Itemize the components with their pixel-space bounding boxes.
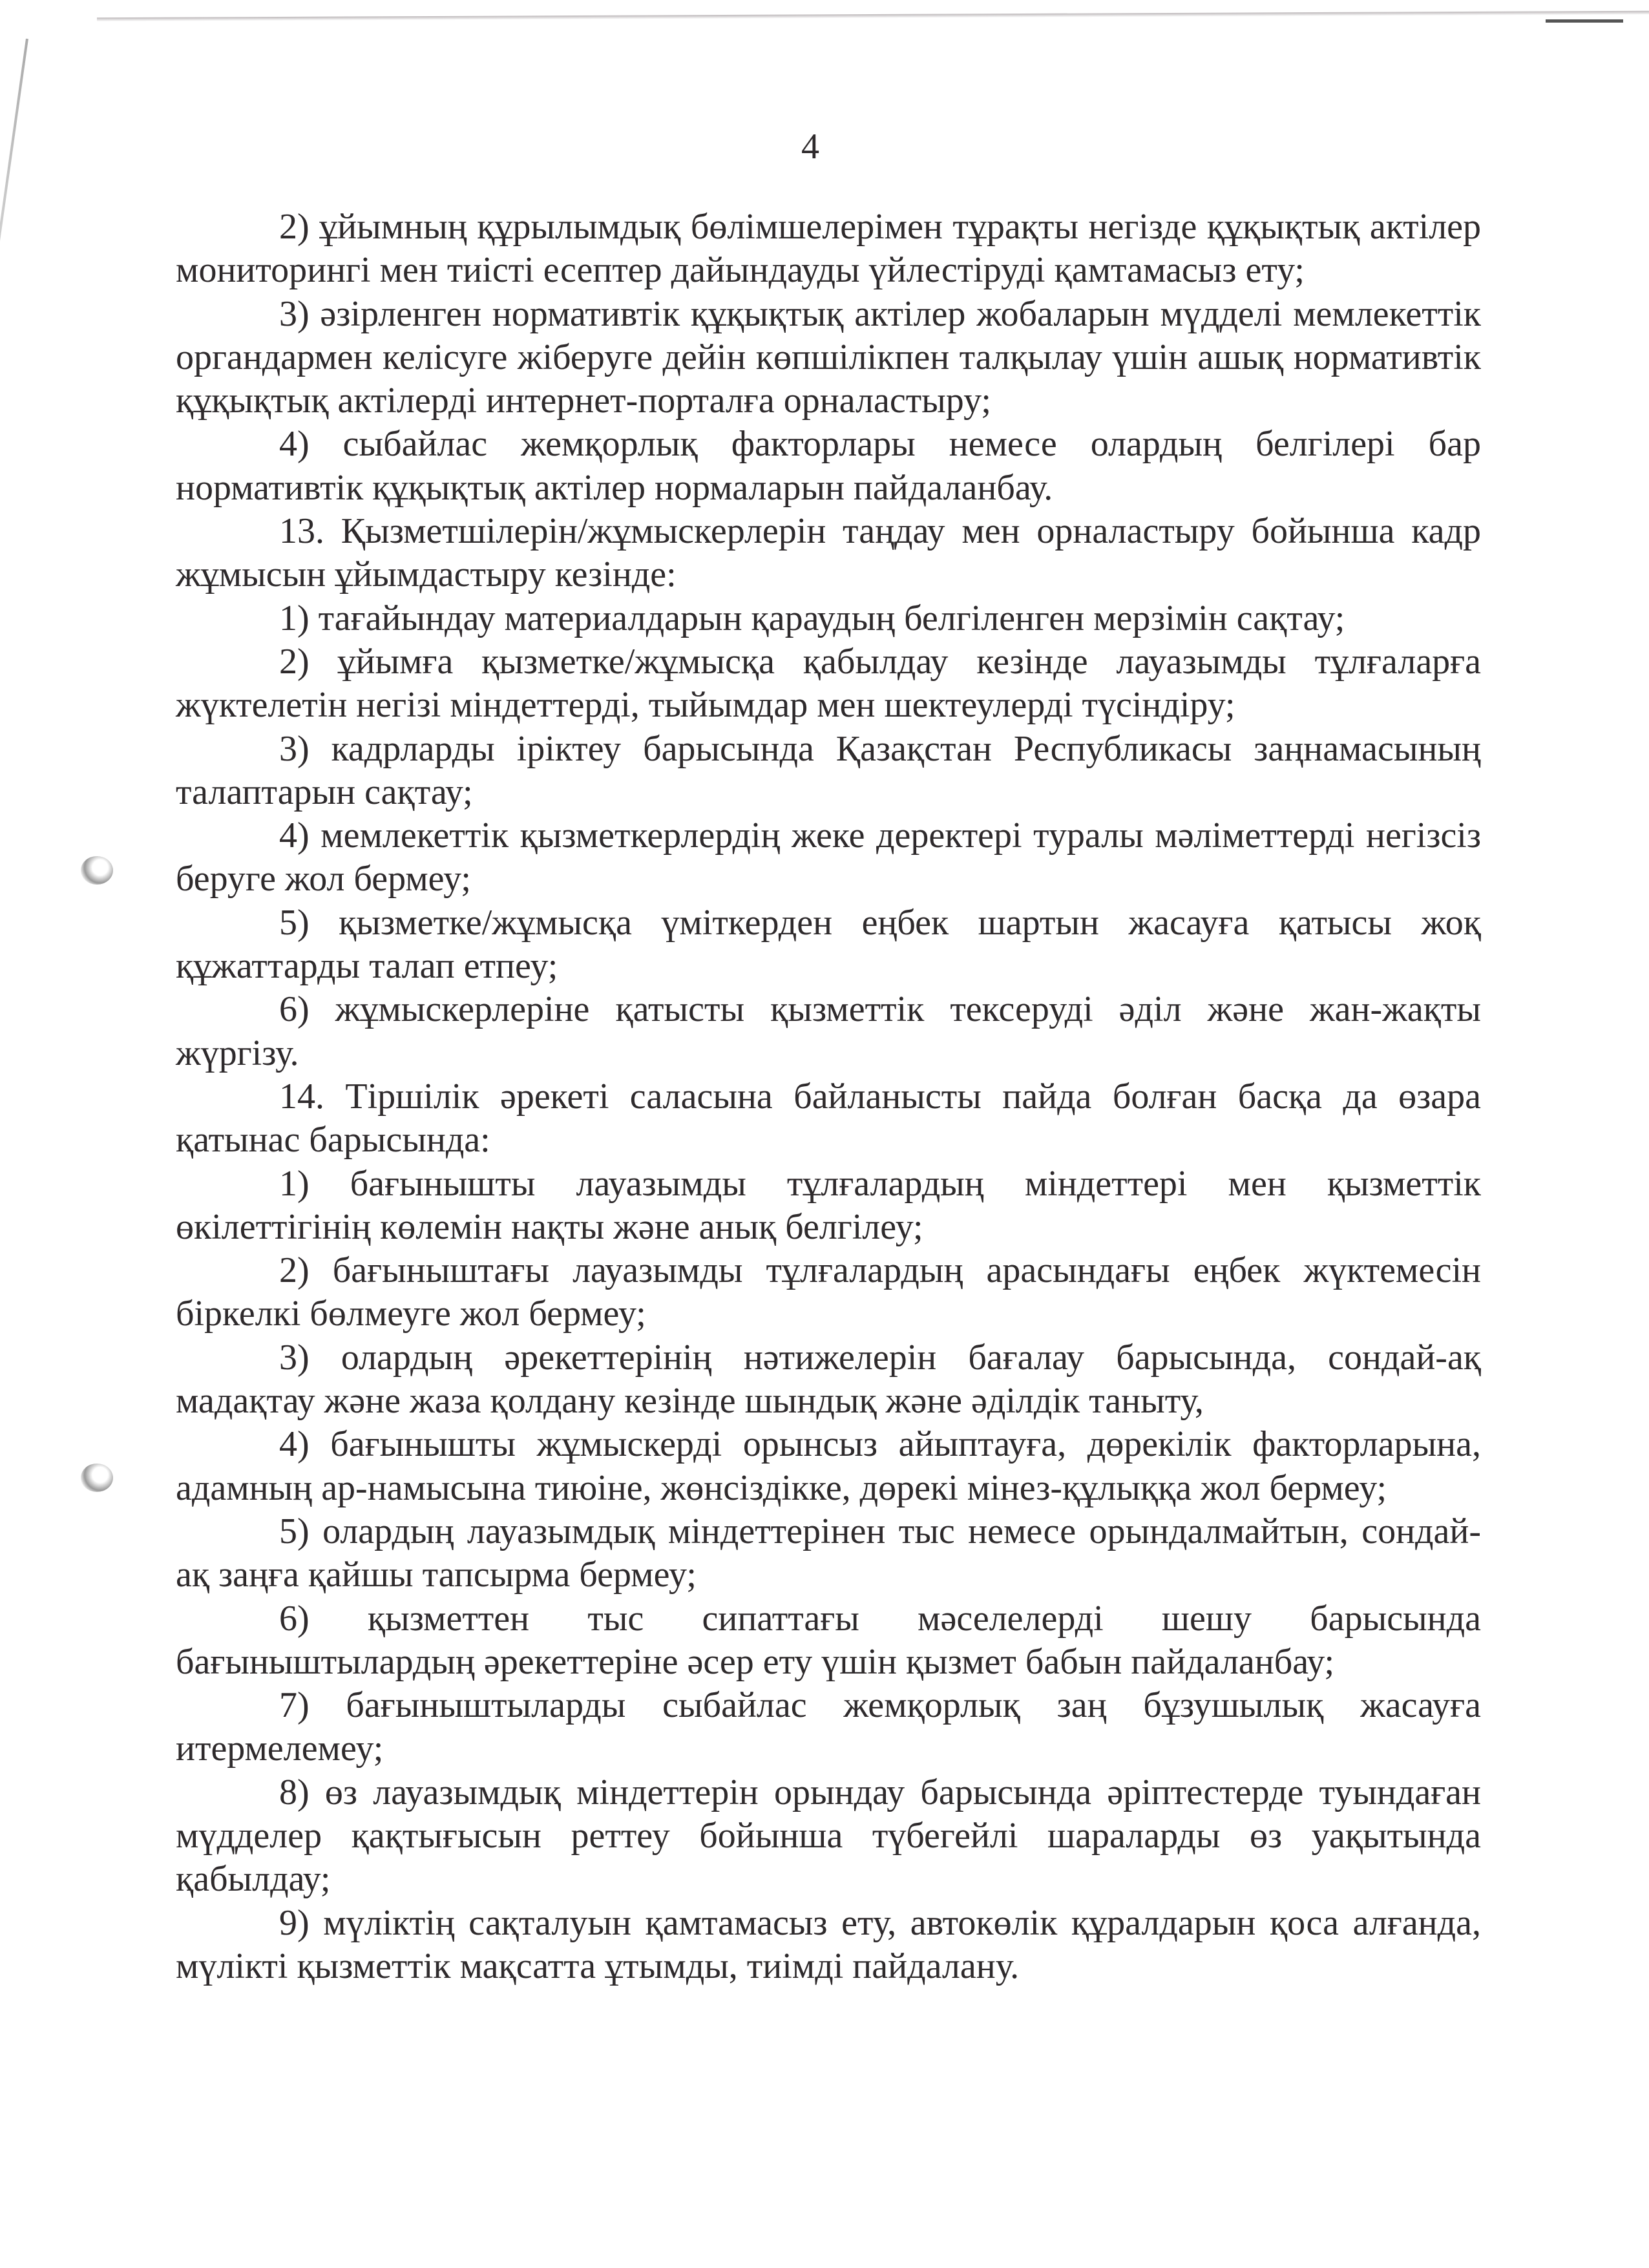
paragraph: 7) бағыныштыларды сыбайлас жемқорлық заң бұзушылық жасауға итермелемеу; [176, 1685, 1481, 1769]
punch-hole [81, 1464, 113, 1492]
paragraph: 5) қызметке/жұмысқа үміткерден еңбек шартын жасауға қатысы жоқ құжаттарды талап етпеу; [176, 902, 1481, 987]
scan-edge [97, 11, 1649, 21]
paragraph: 4) мемлекеттік қызметкерлердің жеке деректері туралы мәліметтерді негізсіз беруге жол бермеу; [176, 815, 1481, 899]
page-number: 4 [801, 127, 819, 167]
paragraph: 5) олардың лауазымдық міндеттерінен тыс немесе орындалмайтын, сондай-ақ заңға қайшы тапсырма бермеу; [176, 1511, 1481, 1595]
paragraph: 2) бағыныштағы лауазымды тұлғалардың арасындағы еңбек жүктемесін біркелкі бөлмеуге жол бермеу; [176, 1250, 1481, 1334]
paragraph: 2) ұйымның құрылымдық бөлімшелерімен тұрақты негізде құқықтық актілер мониторингі мен тиісті есептер дайындауды үйлестіруді қамтамасыз ету; [176, 207, 1481, 291]
paragraph: 2) ұйымға қызметке/жұмысқа қабылдау кезінде лауазымды тұлғаларға жүктелетін негізі міндеттерді, тыйымдар мен шектеулерді түсіндіру; [176, 641, 1481, 726]
punch-hole [81, 856, 113, 885]
paragraph: 4) бағынышты жұмыскерді орынсыз айыптауға, дөрекілік факторларына, адамның ар-намысына тиюіне, жөнсіздікке, дөрекі мінез-құлыққа жол бермеу; [176, 1424, 1481, 1508]
paragraph: 13. Қызметшілерін/жұмыскерлерін таңдау мен орналастыру бойынша кадр жұмысын ұйымдастыру кезінде: [176, 511, 1481, 595]
paragraph: 1) бағынышты лауазымды тұлғалардың міндеттері мен қызметтік өкілеттігінің көлемін нақты және анық белгілеу; [176, 1163, 1481, 1247]
paragraph: 9) мүліктің сақталуын қамтамасыз ету, автокөлік құралдарын қоса алғанда, мүлікті қызметтік мақсатта ұтымды, тиімді пайдалану. [176, 1902, 1481, 1986]
paragraph: 4) сыбайлас жемқорлық факторлары немесе олардың белгілері бар нормативтік құқықтық актілер нормаларын пайдаланбау. [176, 424, 1481, 508]
scan-edge [0, 39, 28, 487]
paragraph: 1) тағайындау материалдарын қараудың белгіленген мерзімін сақтау; [279, 598, 1345, 638]
paragraph: 3) олардың әрекеттерінің нәтижелерін бағалау барысында, сондай-ақ мадақтау және жаза қолдану кезінде шындық және әділдік таныту, [176, 1337, 1481, 1422]
document-body [176, 205, 1481, 1988]
paragraph: 6) қызметтен тыс сипаттағы мәселелерді шешу барысында бағыныштылардың әрекеттеріне әсер ету үшін қызмет бабын пайдаланбау; [176, 1598, 1481, 1682]
scan-edge [1546, 19, 1623, 23]
paragraph: 3) кадрларды іріктеу барысында Қазақстан Республикасы заңнамасының талаптарын сақтау; [176, 728, 1481, 812]
paragraph: 8) өз лауазымдық міндеттерін орындау барысында әріптестерде туындаған мүдделер қақтығысын реттеу бойынша түбегейлі шараларды өз уақытында қабылдау; [176, 1772, 1481, 1900]
paragraph: 3) әзірленген нормативтік құқықтық актілер жобаларын мүдделі мемлекеттік органдармен келісуге жіберуге дейін көпшілікпен талқылау үшін ашық нормативтік құқықтық актілерді интернет-порталға орналастыру; [176, 293, 1481, 421]
paragraph: 6) жұмыскерлеріне қатысты қызметтік тексеруді әділ және жан-жақты жүргізу. [176, 989, 1481, 1073]
paragraph: 14. Тіршілік әрекеті саласына байланысты пайда болған басқа да өзара қатынас барысында: [176, 1076, 1481, 1160]
